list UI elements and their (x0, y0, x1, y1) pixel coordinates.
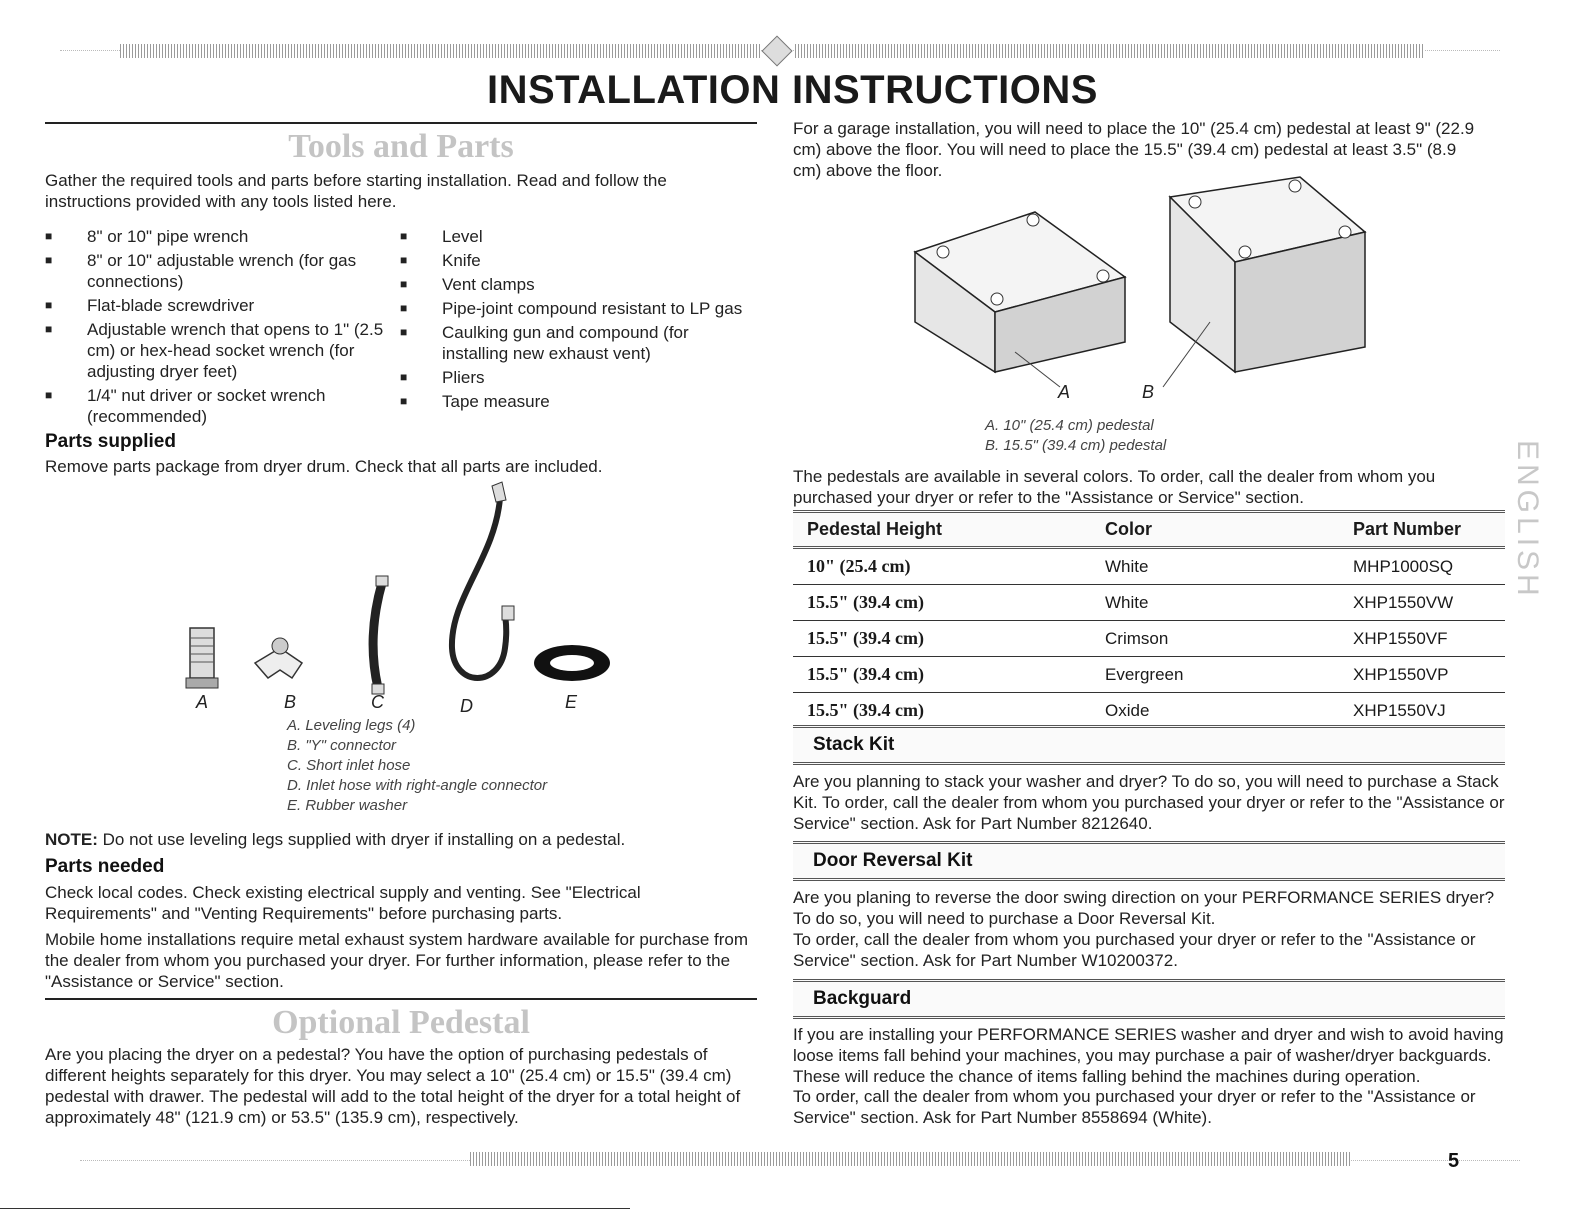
tools-intro: Gather the required tools and parts before starting installation. Read and follow the instructions provided with any tools listed here. (45, 171, 667, 211)
parts-illustration (170, 478, 630, 718)
list-item: ■ Tape measure (400, 391, 750, 412)
pedestal-illustration (905, 172, 1385, 402)
short-inlet-hose-icon (372, 576, 388, 694)
pedestal-letter-a: A (1058, 382, 1071, 402)
list-item: ■ Caulking gun and compound (for installing new exhaust vent) (400, 322, 750, 364)
list-item: ■ Pipe-joint compound resistant to LP gas (400, 298, 750, 319)
colors-text: The pedestals are available in several colors. To order, call the dealer from whom you purchased your dryer or refer to the "Assistance or Service" section. (793, 467, 1436, 507)
stack-kit-text: Are you planning to stack your washer and dryer? To do so, you will need to purchase a Stack Kit. To order, call the dealer from whom you purchased your dryer or refer to the "Assistance or Service" section. Ask for Part Number 8212640. (793, 772, 1505, 833)
figure-letter-d: D (460, 696, 473, 716)
leveling-leg-icon (186, 628, 218, 688)
table-row (793, 548, 1505, 585)
table-row (793, 585, 1505, 621)
table-cell: Crimson (1091, 621, 1339, 657)
table-cell: MHP1000SQ (1339, 548, 1505, 585)
caption: C. Short inlet hose (287, 757, 411, 774)
parts-supplied-heading: Parts supplied (45, 431, 176, 452)
tools-list-right (400, 226, 750, 415)
door-reversal-text-1: Are you planing to reverse the door swing direction on your PERFORMANCE SERIES dryer? To do so, you will need to purchase a Door Reversal Kit. (793, 888, 1495, 928)
page-title: INSTALLATION INSTRUCTIONS (487, 68, 1098, 112)
header-stripe-left (120, 44, 760, 58)
header-diamond-icon (761, 35, 792, 66)
table-cell: 15.5" (39.4 cm) (793, 693, 1091, 729)
pedestal-15-icon (1170, 177, 1365, 372)
figure-letter-e: E (565, 692, 578, 712)
table-cell: White (1091, 548, 1339, 585)
table-cell: 15.5" (39.4 cm) (793, 621, 1091, 657)
list-item: ■ Flat-blade screwdriver (45, 295, 390, 316)
pedestal-captions (985, 416, 1166, 456)
pedestal-table (793, 510, 1505, 729)
y-connector-icon (255, 638, 302, 678)
backguard-text-2: To order, call the dealer from whom you purchased your dryer or refer to the "Assistance or Service" section. Ask for Part Number 8558694 (White). (793, 1087, 1476, 1127)
list-item: ■ Vent clamps (400, 274, 750, 295)
column-header: Part Number (1339, 512, 1505, 548)
caption: A. 10" (25.4 cm) pedestal (985, 417, 1154, 434)
optional-pedestal-heading: Optional Pedestal (272, 1004, 530, 1041)
stack-kit-heading: Stack Kit (793, 725, 1505, 765)
tools-rule (45, 122, 757, 124)
backguard-heading: Backguard (793, 979, 1505, 1019)
door-reversal-heading: Door Reversal Kit (793, 841, 1505, 881)
parts-needed-heading: Parts needed (45, 856, 165, 877)
pedestal-10-icon (915, 212, 1125, 372)
table-row (793, 657, 1505, 693)
footer-stripe (470, 1152, 1350, 1166)
column-header: Color (1091, 512, 1339, 548)
figure-letter-a: A (196, 692, 209, 712)
list-item: ■ 1/4" nut driver or socket wrench (recommended) (45, 385, 390, 427)
mobile-home-text: Mobile home installations require metal exhaust system hardware available for purchase from the dealer from whom you purchased your dryer. For further information, please refer to the "Assistance or Service" section. (45, 930, 749, 991)
figure-letter-b: B (284, 692, 297, 712)
table-header-row (793, 512, 1505, 548)
caption: B. "Y" connector (287, 737, 397, 754)
pedestal-rule (45, 998, 757, 1000)
list-item: ■ Knife (400, 250, 750, 271)
table-cell: XHP1550VP (1339, 657, 1505, 693)
list-item: ■ Adjustable wrench that opens to 1" (2.5 cm) or hex-head socket wrench (for adjusting dryer feet) (45, 319, 390, 382)
caption: B. 15.5" (39.4 cm) pedestal (985, 437, 1167, 454)
garage-text: For a garage installation, you will need to place the 10" (25.4 cm) pedestal at least 9" (22.9 cm) above the floor. You will need to place the 15.5" (39.4 cm) pedestal at least 3.5" (8.9 cm) above the floor. (793, 119, 1475, 180)
table-cell: XHP1550VF (1339, 621, 1505, 657)
table-cell: XHP1550VJ (1339, 693, 1505, 729)
parts-needed-text: Check local codes. Check existing electrical supply and venting. See "Electrical Requirements" and "Venting Requirements" before purchasing parts. (45, 883, 641, 923)
table-cell: 15.5" (39.4 cm) (793, 585, 1091, 621)
tools-parts-heading: Tools and Parts (288, 128, 514, 165)
caption: D. Inlet hose with right-angle connector (287, 777, 548, 794)
column-header: Pedestal Height (793, 512, 1091, 548)
note-label: NOTE: (45, 830, 98, 849)
rubber-washer-icon (534, 645, 610, 681)
parts-supplied-text: Remove parts package from dryer drum. Check that all parts are included. (45, 457, 603, 476)
door-reversal-text-2: To order, call the dealer from whom you purchased your dryer or refer to the "Assistance or Service" section. Ask for Part Number W10200372. (793, 930, 1476, 970)
table-row (793, 693, 1505, 729)
side-language-label: ENGLISH (1511, 440, 1544, 600)
caption: E. Rubber washer (287, 797, 408, 814)
table-cell: White (1091, 585, 1339, 621)
table-cell: Oxide (1091, 693, 1339, 729)
list-item: ■ 8" or 10" pipe wrench (45, 226, 390, 247)
list-item: ■ 8" or 10" adjustable wrench (for gas connections) (45, 250, 390, 292)
optional-pedestal-text: Are you placing the dryer on a pedestal? You have the option of purchasing pedestals of different heights separately for this dryer. You may select a 10" (25.4 cm) or 15.5" (39.4 cm) pedestal with drawer. The pedestal will add to the total height of the dryer for a total height of approximately 48" (121.9 cm) or 53.5" (135.9 cm), respectively. (45, 1045, 741, 1127)
backguard-text-1: If you are installing your PERFORMANCE SERIES washer and dryer and wish to avoid having loose items fall behind your machines, you may purchase a pair of washer/dryer backguards. These will reduce the chance of items falling behind the machines during operation. (793, 1025, 1504, 1086)
table-cell: XHP1550VW (1339, 585, 1505, 621)
table-cell: 15.5" (39.4 cm) (793, 657, 1091, 693)
note-text: Do not use leveling legs supplied with dryer if installing on a pedestal. (97, 830, 626, 849)
pedestal-letter-b: B (1142, 382, 1155, 402)
list-item: ■ Level (400, 226, 750, 247)
note-paragraph (45, 829, 755, 850)
table-cell: Evergreen (1091, 657, 1339, 693)
table-row (793, 621, 1505, 657)
header-stripe-right (795, 44, 1425, 58)
page-number: 5 (1448, 1150, 1460, 1172)
figure-letter-c: C (371, 692, 384, 712)
caption: A. Leveling legs (4) (287, 717, 416, 734)
bottom-edge-line (0, 1208, 630, 1209)
tools-list-left (45, 226, 390, 430)
table-cell: 10" (25.4 cm) (793, 548, 1091, 585)
parts-captions (287, 716, 547, 816)
list-item: ■ Pliers (400, 367, 750, 388)
inlet-hose-right-angle-icon (452, 482, 514, 678)
